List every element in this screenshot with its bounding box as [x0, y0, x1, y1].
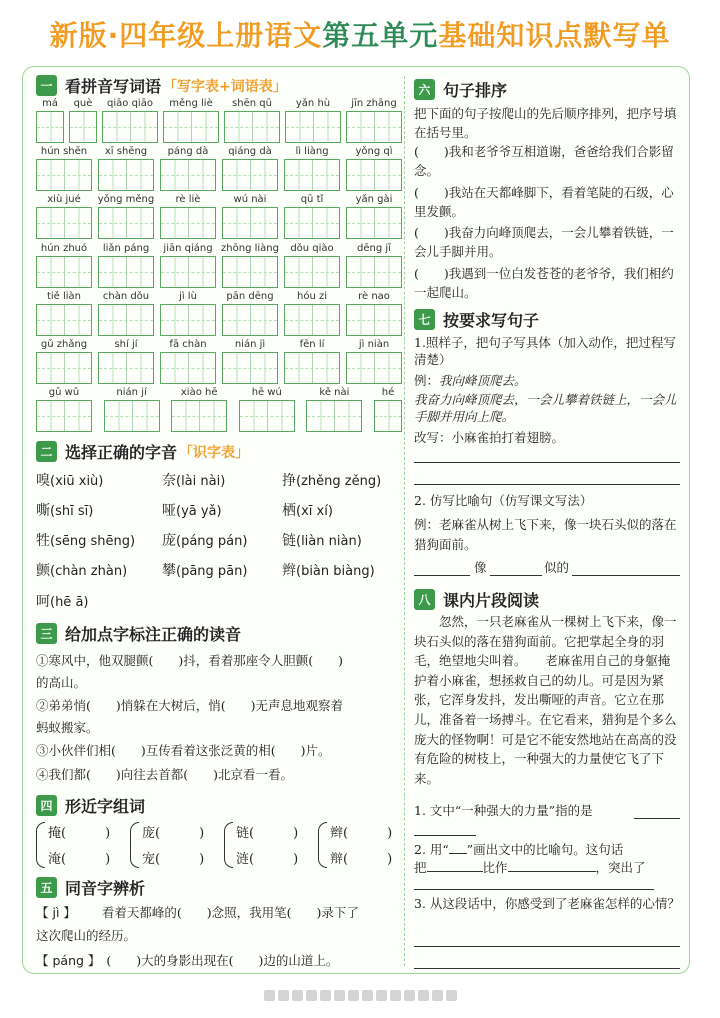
pinyin-row [36, 387, 402, 398]
section-5-number: 五 [36, 877, 57, 898]
pronunciation-choice[interactable] [282, 560, 375, 580]
tianzige-writing-box[interactable] [160, 304, 216, 336]
choice-pinyin-options[interactable]: (shī sī) [50, 504, 94, 519]
pinyin-word: nián jì [234, 339, 266, 350]
s7-question-1: 1.照样子，把句子写具体（加入动作，把过程写清楚） [414, 335, 676, 367]
pinyin-word: zhōng liàng [221, 243, 279, 254]
tianzige-writing-box[interactable] [284, 207, 340, 239]
tianzige-writing-box[interactable] [346, 352, 402, 384]
choice-pinyin-options[interactable]: (xiū xiù) [50, 474, 104, 489]
s7-like: 像 [474, 560, 487, 575]
choice-character: 嗅 [36, 473, 50, 489]
tianzige-writing-box[interactable] [98, 256, 154, 288]
s5-line-3[interactable] [36, 952, 338, 969]
s7-question-2: 2. 仿写比喻句（仿写课文写法） [414, 493, 593, 508]
choice-character: 颤 [36, 563, 50, 579]
s7-example-label: 例： [414, 373, 440, 388]
writing-box-row [36, 111, 402, 143]
choice-character: 挣 [282, 473, 296, 489]
tianzige-writing-box[interactable] [346, 256, 402, 288]
tianzige-writing-box[interactable] [346, 207, 402, 239]
footer-dot [446, 990, 457, 1001]
s8-q2-blank-2[interactable] [508, 860, 596, 872]
pinyin-word: rè nao [358, 291, 390, 302]
tianzige-writing-box[interactable] [160, 159, 216, 191]
pinyin-word: shí jí [114, 339, 138, 350]
pinyin-word: què [73, 98, 93, 109]
column-divider [404, 76, 405, 966]
pinyin-word: pān dēng [226, 291, 274, 302]
tianzige-writing-box[interactable] [346, 159, 402, 191]
tianzige-writing-box[interactable] [346, 111, 402, 143]
choice-character: 哑 [162, 503, 176, 519]
tianzige-writing-box[interactable] [36, 159, 92, 191]
section-1-number: 一 [36, 75, 57, 96]
s8-question-3: 3. 从这段话中，你感受到了老麻雀怎样的心情？ [414, 896, 680, 911]
s3-line-1[interactable]: ①寒风中，他双腿颤( )抖，看着那座令人胆颤( ) [36, 653, 344, 668]
pinyin-word: hē wú [251, 387, 282, 398]
pinyin-word: hún zhuó [40, 243, 88, 254]
footer-dot [292, 990, 303, 1001]
section-4-title: 形近字组词 [65, 797, 146, 816]
pinyin-word: jì lù [179, 291, 197, 302]
pinyin-word: páng dà [167, 146, 209, 157]
s3-line-4: 蚂蚁搬家。 [36, 720, 99, 735]
choice-pinyin-options[interactable]: (zhěng zěng) [296, 474, 382, 489]
s7-example-simple: 我向峰顶爬去。 [439, 373, 527, 388]
title-part2: 第五单元 [322, 19, 439, 52]
tianzige-writing-box[interactable] [36, 400, 92, 432]
pinyin-word: má [42, 98, 58, 109]
pinyin-word: qiāo qiāo [107, 98, 153, 109]
pinyin-word: gǔ wǔ [48, 387, 80, 398]
tianzige-writing-box[interactable] [36, 256, 92, 288]
pronunciation-choice[interactable] [36, 591, 88, 611]
s7-example-2: 我奋力向峰顶爬去，一会儿攀着铁链上，一会儿手脚并用向上爬。 [414, 392, 677, 424]
group-bracket [224, 822, 233, 868]
pinyin-word: hún shēn [40, 146, 88, 157]
pinyin-row [36, 98, 402, 109]
section-7-number: 七 [414, 309, 435, 330]
section-6-number: 六 [414, 79, 435, 100]
footer-dot [320, 990, 331, 1001]
pinyin-row [36, 291, 402, 302]
pinyin-word: fēn lí [299, 339, 325, 350]
pinyin-word: yǎn hù [295, 98, 331, 109]
pronunciation-choice[interactable] [162, 500, 222, 520]
tianzige-writing-box[interactable] [239, 400, 295, 432]
s5-line-1-text: 看着天都峰的( )念照，我用笔( )录下了 [101, 905, 359, 920]
pinyin-row [36, 194, 402, 205]
section-4-number: 四 [36, 795, 57, 816]
title-part1: 新版·四年级上册语文 [49, 19, 323, 52]
s5-line-2: 这次爬山的经历。 [36, 928, 137, 943]
s7-answer-line-2[interactable] [414, 484, 680, 485]
section-3-number: 三 [36, 623, 57, 644]
tianzige-writing-box[interactable] [163, 111, 219, 143]
tianzige-writing-box[interactable] [222, 304, 278, 336]
footer-dot [390, 990, 401, 1001]
pinyin-word: chàn dǒu [102, 291, 150, 302]
s8-q1-blank-b[interactable] [414, 835, 476, 836]
pinyin-word: lì liàng [295, 146, 329, 157]
s7-rewrite: 改写：小麻雀拍打着翅膀。 [414, 430, 565, 445]
section-6-title: 句子排序 [443, 81, 508, 100]
tianzige-writing-box[interactable] [171, 400, 227, 432]
tianzige-writing-box[interactable] [104, 400, 160, 432]
similar-char-blank[interactable]: 庞( ) [142, 826, 205, 841]
footer-dot [418, 990, 429, 1001]
pinyin-word: nián jí [116, 387, 147, 398]
pinyin-word: kě nài [319, 387, 350, 398]
choice-pinyin-options[interactable]: (xī xí) [296, 504, 333, 519]
footer-dot [362, 990, 373, 1001]
similar-char-blank[interactable]: 涟( ) [236, 852, 299, 867]
section-8-title: 课内片段阅读 [443, 591, 540, 610]
writing-box-row [36, 207, 402, 239]
s8-passage: 忽然，一只老麻雀从一棵树上飞下来，像一块石头似的落在猎狗面前。它把掌起全身的羽毛，绝望地尖叫着。 老麻雀用自己的身躯掩护着小麻雀，想拯救自己的幼儿。可是因为紧张，它浑身发抖，发出嘶哑的声音。它立在那儿，准备着一场搏斗。在它看来，猎狗是个多么庞大的怪物啊！可是它不能安然地站在高高的没有危险的树枝上，一种强大的力量使它飞了下来。 [414, 614, 677, 786]
pinyin-row [36, 339, 402, 350]
s6-item-1[interactable]: ( )我和老爷爷互相道谢，爸爸给我们合影留念。 [414, 144, 674, 178]
tianzige-writing-box[interactable] [284, 304, 340, 336]
s3-line-3[interactable]: ②弟弟悄( )悄躲在大树后，悄( )无声息地观察着 [36, 698, 344, 713]
s5-line-1[interactable] [36, 904, 359, 921]
s5-pinyin-pang: 【 páng 】 [36, 953, 101, 968]
tianzige-writing-box[interactable] [160, 352, 216, 384]
tianzige-writing-box[interactable] [222, 207, 278, 239]
section-3-header [36, 622, 241, 645]
tianzige-writing-box[interactable] [36, 304, 92, 336]
s8-q2-blank-3[interactable] [414, 889, 654, 890]
pronunciation-choice[interactable] [282, 500, 333, 520]
similar-char-blank[interactable]: 宠( ) [142, 852, 205, 867]
choice-pinyin-options[interactable]: (chàn zhàn) [50, 564, 128, 579]
group-bracket [318, 822, 327, 868]
footer-watermark [0, 990, 720, 1001]
choice-character: 呵 [36, 594, 50, 610]
s3-line-2: 的高山。 [36, 675, 87, 690]
writing-box-row [36, 352, 402, 384]
pronunciation-choice[interactable] [282, 530, 362, 550]
section-5-title: 同音字辨析 [65, 879, 146, 898]
writing-box-row [36, 304, 402, 336]
s6-item-3[interactable]: ( )我奋力向峰顶爬去，一会儿攀着铁链，一会儿手脚并用。 [414, 225, 674, 259]
pronunciation-choice[interactable] [36, 500, 93, 520]
s3-line-5[interactable]: ③小伙伴们相( )互传看着这张泛黄的相( )片。 [36, 743, 331, 758]
pinyin-word: liǎn páng [102, 243, 150, 254]
tianzige-writing-box[interactable] [98, 207, 154, 239]
section-1-header [36, 74, 287, 97]
writing-box-row [36, 159, 402, 191]
s7-si: 似的 [544, 560, 570, 575]
pronunciation-choice[interactable] [162, 530, 247, 550]
s8-question-1: 1. 文中“一种强大的力量”指的是 [414, 803, 593, 818]
s3-line-6[interactable]: ④我们都( )向往去首都( )北京看一看。 [36, 767, 294, 782]
choice-pinyin-options[interactable]: (sēng shēng) [50, 534, 136, 549]
s7-example-1 [414, 372, 527, 389]
footer-dot [404, 990, 415, 1001]
pinyin-word: hé [381, 387, 395, 398]
pinyin-word: gǔ zhǎng [40, 339, 88, 350]
pinyin-word: rè liè [175, 194, 201, 205]
pinyin-word: jì niàn [358, 339, 390, 350]
pronunciation-choice[interactable] [36, 560, 127, 580]
tianzige-writing-box[interactable] [102, 111, 158, 143]
pinyin-row [36, 243, 402, 254]
pinyin-word: xiào hē [180, 387, 218, 398]
tianzige-writing-box[interactable] [98, 352, 154, 384]
pinyin-word: yǒng měng [97, 194, 155, 205]
page-title [0, 14, 720, 54]
pronunciation-choice[interactable] [282, 470, 381, 490]
tianzige-writing-box[interactable] [374, 400, 402, 432]
pronunciation-choice[interactable] [36, 530, 135, 550]
s6-item-4[interactable]: ( )我遇到一位白发苍苍的老爷爷，我们相约一起爬山。 [414, 266, 674, 300]
section-7-header [414, 308, 539, 331]
section-8-number: 八 [414, 589, 435, 610]
s7-blank-1[interactable] [414, 575, 470, 576]
tianzige-writing-box[interactable] [284, 159, 340, 191]
section-1-subtitle: 「写字表+词语表」 [163, 78, 287, 95]
similar-char-blank[interactable]: 链( ) [236, 826, 299, 841]
s8-q2-part-e: ，突出了 [595, 860, 646, 875]
tianzige-writing-box[interactable] [222, 352, 278, 384]
choice-pinyin-options[interactable]: (biàn biàng) [296, 564, 375, 579]
s7-answer-line-1[interactable] [414, 462, 680, 463]
footer-dot [264, 990, 275, 1001]
tianzige-writing-box[interactable] [285, 111, 341, 143]
footer-dot [348, 990, 359, 1001]
s8-q1-blank-a[interactable] [634, 818, 680, 819]
section-2-title: 选择正确的字音 [65, 443, 178, 462]
section-2-header [36, 440, 249, 463]
s6-item-2[interactable]: ( )我站在天都峰脚下，看着笔陡的石级，心里发颤。 [414, 185, 674, 219]
choice-pinyin-options[interactable]: (páng pán) [176, 534, 248, 549]
pinyin-word: qū tǐ [300, 194, 324, 205]
tianzige-writing-box[interactable] [36, 207, 92, 239]
choice-character: 牲 [36, 533, 50, 549]
pinyin-word: dǒu qiào [290, 243, 334, 254]
footer-dot [334, 990, 345, 1001]
footer-dot [432, 990, 443, 1001]
section-6-header [414, 78, 507, 101]
tianzige-writing-box[interactable] [224, 111, 280, 143]
s8-q2-part-c: 把 [414, 860, 427, 875]
tianzige-writing-box[interactable] [284, 352, 340, 384]
pinyin-row [36, 146, 402, 157]
choice-character: 辫 [282, 563, 296, 579]
choice-character: 攀 [162, 563, 176, 579]
s6-intro: 把下面的句子按爬山的先后顺序排列，把序号填在括号里。 [414, 106, 677, 140]
tianzige-writing-box[interactable] [222, 256, 278, 288]
choice-pinyin-options[interactable]: (hē ā) [50, 595, 89, 610]
choice-pinyin-options[interactable]: (liàn niàn) [296, 534, 362, 549]
section-3-title: 给加点字标注正确的读音 [65, 625, 242, 644]
section-2-subtitle: 「识字表」 [179, 444, 250, 461]
s8-q3-answer-line-1[interactable] [414, 946, 680, 947]
tianzige-writing-box[interactable] [306, 400, 362, 432]
pinyin-word: xiù jué [47, 194, 81, 205]
title-part3: 基础知识点默写单 [438, 19, 671, 52]
footer-dot [306, 990, 317, 1001]
s8-q2-part-b: ”画出文中的比喻句。这句话 [466, 842, 624, 857]
tianzige-writing-box[interactable] [222, 159, 278, 191]
choice-pinyin-options[interactable]: (yā yǎ) [176, 504, 222, 519]
choice-character: 栖 [282, 503, 296, 519]
s8-q2-part-d: 比作 [482, 860, 508, 875]
s8-q3-answer-line-2[interactable] [414, 968, 680, 969]
s7-example-3: 例：老麻雀从树上飞下来，像一块石头似的落在猎狗面前。 [414, 517, 677, 552]
choice-character: 奈 [162, 473, 176, 489]
tianzige-writing-box[interactable] [160, 256, 216, 288]
pinyin-word: tiě liàn [46, 291, 82, 302]
section-1-title: 看拼音写词语 [65, 77, 162, 96]
pinyin-word: yǒng qì [355, 146, 393, 157]
pronunciation-choice[interactable] [162, 470, 225, 490]
section-7-title: 按要求写句子 [443, 311, 540, 330]
choice-character: 链 [282, 533, 296, 549]
choice-pinyin-options[interactable]: (pāng pān) [176, 564, 248, 579]
s8-q2-blank-1[interactable] [427, 860, 483, 872]
footer-dot [376, 990, 387, 1001]
pinyin-word: jiān qiáng [163, 243, 213, 254]
tianzige-writing-box[interactable] [69, 111, 97, 143]
pronunciation-choice[interactable] [162, 560, 247, 580]
section-8-header [414, 588, 539, 611]
tianzige-writing-box[interactable] [160, 207, 216, 239]
similar-char-blank[interactable]: 辩( ) [330, 852, 393, 867]
tianzige-writing-box[interactable] [98, 159, 154, 191]
pinyin-word: qiáng dà [228, 146, 272, 157]
writing-box-row [36, 400, 402, 432]
similar-char-blank[interactable]: 淹( ) [48, 852, 111, 867]
choice-character: 嘶 [36, 503, 50, 519]
pronunciation-choice[interactable] [36, 470, 103, 490]
similar-char-blank[interactable]: 辫( ) [330, 826, 393, 841]
s8-q2-mark-line [449, 843, 467, 854]
s8-question-2 [414, 841, 623, 858]
tianzige-writing-box[interactable] [36, 111, 64, 143]
group-bracket [130, 822, 139, 868]
footer-dot [278, 990, 289, 1001]
tianzige-writing-box[interactable] [284, 256, 340, 288]
pinyin-word: yǎn gài [355, 194, 393, 205]
s7-blank-2[interactable] [490, 575, 542, 576]
section-5-header [36, 876, 145, 899]
section-2-number: 二 [36, 441, 57, 462]
tianzige-writing-box[interactable] [346, 304, 402, 336]
section-4-header [36, 794, 145, 817]
choice-pinyin-options[interactable]: (lài nài) [176, 474, 226, 489]
pinyin-word: shēn qū [232, 98, 272, 109]
pinyin-word: dēng jī [357, 243, 391, 254]
pinyin-word: xī shēng [104, 146, 148, 157]
similar-char-blank[interactable]: 掩( ) [48, 826, 111, 841]
s5-pinyin-ji: 【 jì 】 [36, 905, 76, 920]
s8-question-2-fill [414, 859, 646, 876]
s7-blank-3[interactable] [572, 575, 680, 576]
s5-line-3-text: ( )大的身影出现在( )边的山道上。 [106, 953, 339, 968]
pinyin-word: jīn zhāng [351, 98, 397, 109]
writing-box-row [36, 256, 402, 288]
pinyin-word: fā chàn [169, 339, 207, 350]
pinyin-word: měng liè [169, 98, 213, 109]
choice-character: 庞 [162, 533, 176, 549]
group-bracket [36, 822, 45, 868]
pinyin-word: hóu zi [297, 291, 327, 302]
pinyin-word: wú nài [233, 194, 267, 205]
tianzige-writing-box[interactable] [36, 352, 92, 384]
s8-q2-part-a: 2. 用“ [414, 842, 449, 857]
tianzige-writing-box[interactable] [98, 304, 154, 336]
